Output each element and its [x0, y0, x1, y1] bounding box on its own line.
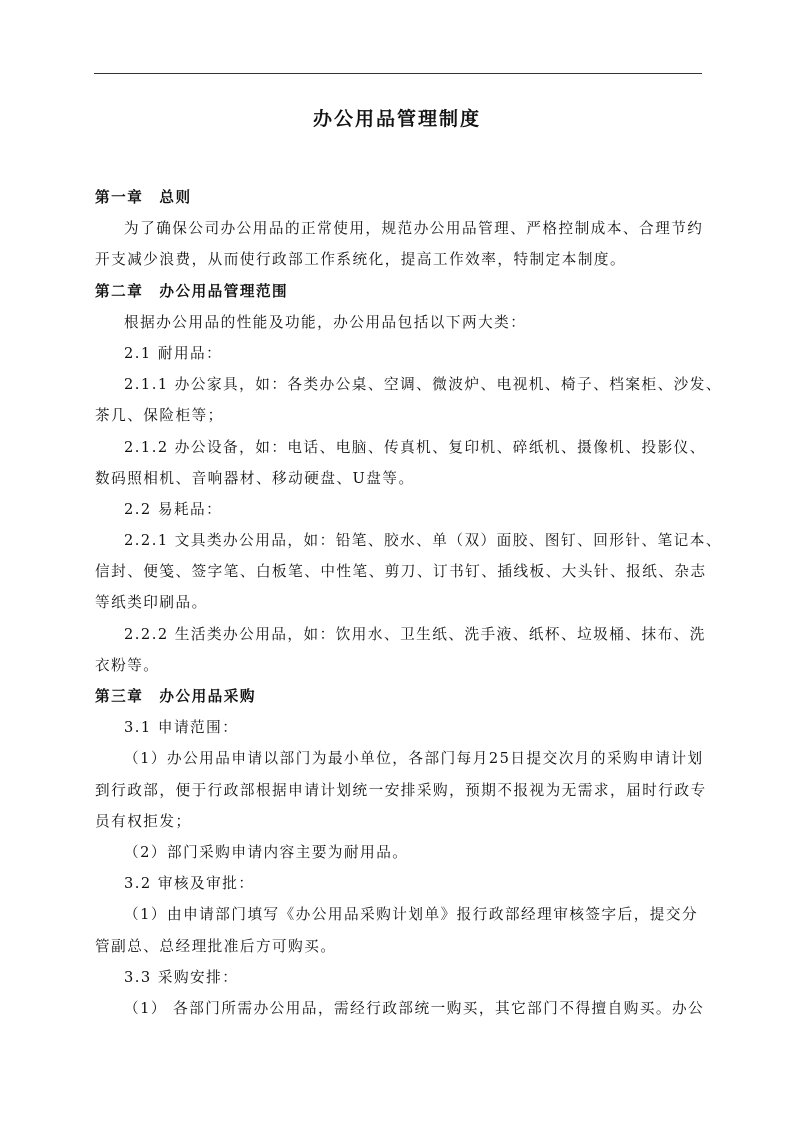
- chapter-heading: 第三章 办公用品采购: [95, 688, 256, 705]
- paragraph-line: （1）由申请部门填写《办公用品采购计划单》报行政部经理审核签字后，提交分: [124, 906, 699, 924]
- section-heading: 3.3 采购安排：: [124, 968, 239, 986]
- header-rule: [94, 73, 702, 74]
- section-heading: 2.2 易耗品：: [124, 500, 223, 518]
- document-body: [95, 182, 722, 1024]
- paragraph-line: 2.2.2 生活类办公用品，如：饮用水、卫生纸、洗手液、纸杯、垃圾桶、抹布、洗: [124, 625, 706, 643]
- paragraph-line: 管副总、总经理批准后方可购买。: [95, 937, 337, 955]
- paragraph-line: 员有权拒发；: [95, 812, 192, 830]
- chapter-heading: 第一章 总则: [95, 189, 192, 206]
- chapter-heading: 第二章 办公用品管理范围: [95, 282, 289, 300]
- paragraph-line: 2.1.2 办公设备，如：电话、电脑、传真机、复印机、碎纸机、摄像机、投影仪、: [124, 438, 706, 456]
- paragraph-line: 到行政部，便于行政部根据申请计划统一安排采购，预期不报视为无需求，届时行政专: [95, 781, 707, 799]
- section-heading: 3.1 申请范围：: [124, 719, 239, 737]
- section-heading: 3.2 审核及审批：: [124, 875, 255, 893]
- paragraph-line: 2.1.1 办公家具，如：各类办公桌、空调、微波炉、电视机、椅子、档案柜、沙发、: [124, 376, 722, 394]
- paragraph-line: （2）部门采购申请内容主要为耐用品。: [124, 843, 409, 861]
- paragraph-line: 茶几、保险柜等；: [95, 407, 224, 425]
- paragraph-line: 为了确保公司办公用品的正常使用，规范办公用品管理、严格控制成本、合理节约: [124, 220, 704, 238]
- document-title: 办公用品管理制度: [312, 108, 481, 130]
- section-heading: 2.1 耐用品：: [124, 344, 223, 362]
- paragraph-line: （1）办公用品申请以部门为最小单位，各部门每月25日提交次月的采购申请计划: [124, 750, 704, 768]
- paragraph-line: 等纸类印刷品。: [95, 594, 208, 612]
- paragraph-line: 2.2.1 文具类办公用品，如：铅笔、胶水、单（双）面胶、图钉、回形针、笔记本、: [124, 532, 722, 550]
- paragraph-line: 开支减少浪费，从而使行政部工作系统化，提高工作效率，特制定本制度。: [95, 251, 627, 269]
- paragraph-line: 衣粉等。: [95, 656, 160, 674]
- paragraph-line: 数码照相机、音响器材、移动硬盘、U盘等。: [95, 469, 415, 487]
- paragraph-line: 根据办公用品的性能及功能，办公用品包括以下两大类：: [124, 313, 527, 331]
- paragraph-line: 信封、便笺、签字笔、白板笔、中性笔、剪刀、订书钉、插线板、大头针、报纸、杂志: [95, 563, 707, 581]
- paragraph-line: （1） 各部门所需办公用品，需经行政部统一购买，其它部门不得擅自购买。办公: [124, 999, 705, 1017]
